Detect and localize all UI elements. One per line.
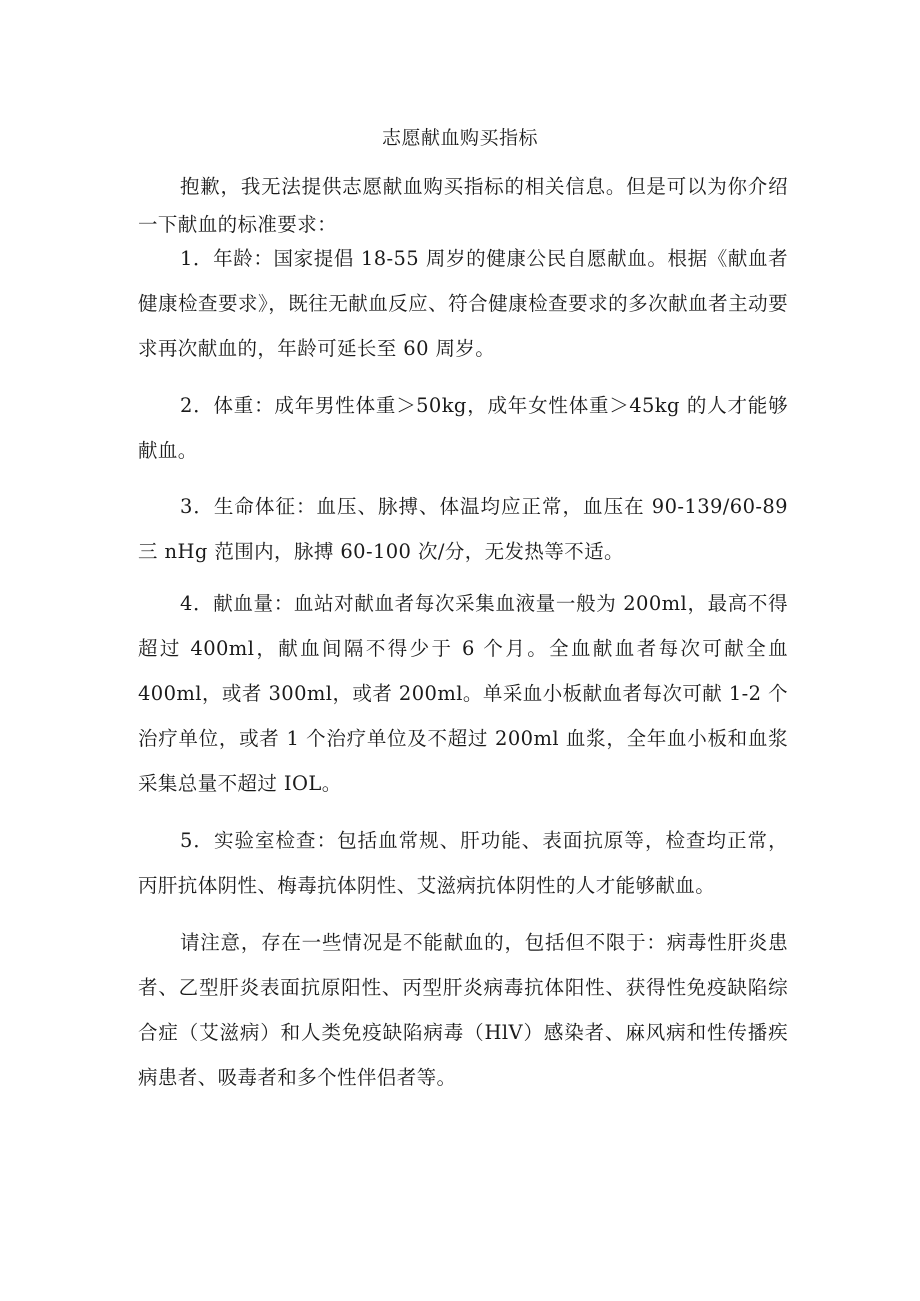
document-title: 志愿献血购买指标: [381, 127, 538, 149]
requirement-lab-tests: 5．实验室检查：包括血常规、肝功能、表面抗原等，检查均正常，丙肝抗体阴性、梅毒抗体阴性、艾滋病抗体阴性的人才能够献血。: [138, 829, 788, 897]
requirement-weight: 2．体重：成年男性体重＞50kg，成年女性体重＞45kg 的人才能够献血。: [138, 394, 788, 462]
notice-paragraph: 请注意，存在一些情况是不能献血的，包括但不限于：病毒性肝炎患者、乙型肝炎表面抗原阳性、丙型肝炎病毒抗体阳性、获得性免疫缺陷综合症（艾滋病）和人类免疫缺陷病毒（HlV）感染者、麻风病和性传播疾病患者、吸毒者和多个性伴侣者等。: [138, 931, 788, 1089]
intro-paragraph: 抱歉，我无法提供志愿献血购买指标的相关信息。但是可以为你介绍一下献血的标准要求：: [138, 175, 788, 236]
requirement-vital-signs: 3．生命体征：血压、脉搏、体温均应正常，血压在 90-139/60-89三 nHg 范围内，脉搏 60-100 次/分，无发热等不适。: [138, 495, 788, 563]
requirement-age: 1．年龄：国家提倡 18-55 周岁的健康公民自愿献血。根据《献血者健康检查要求》，既往无献血反应、符合健康检查要求的多次献血者主动要求再次献血的，年龄可延长至 60 周岁。: [138, 247, 788, 360]
requirement-donation-volume: 4．献血量：血站对献血者每次采集血液量一般为 200ml，最高不得超过 400ml，献血间隔不得少于 6 个月。全血献血者每次可献全血 400ml，或者 300ml，或者 200ml。单采血小板献血者每次可献 1-2 个治疗单位，或者 1 个治疗单位及不超过 200ml 血浆，全年血小板和血浆采集总量不超过 IOL。: [138, 592, 788, 795]
